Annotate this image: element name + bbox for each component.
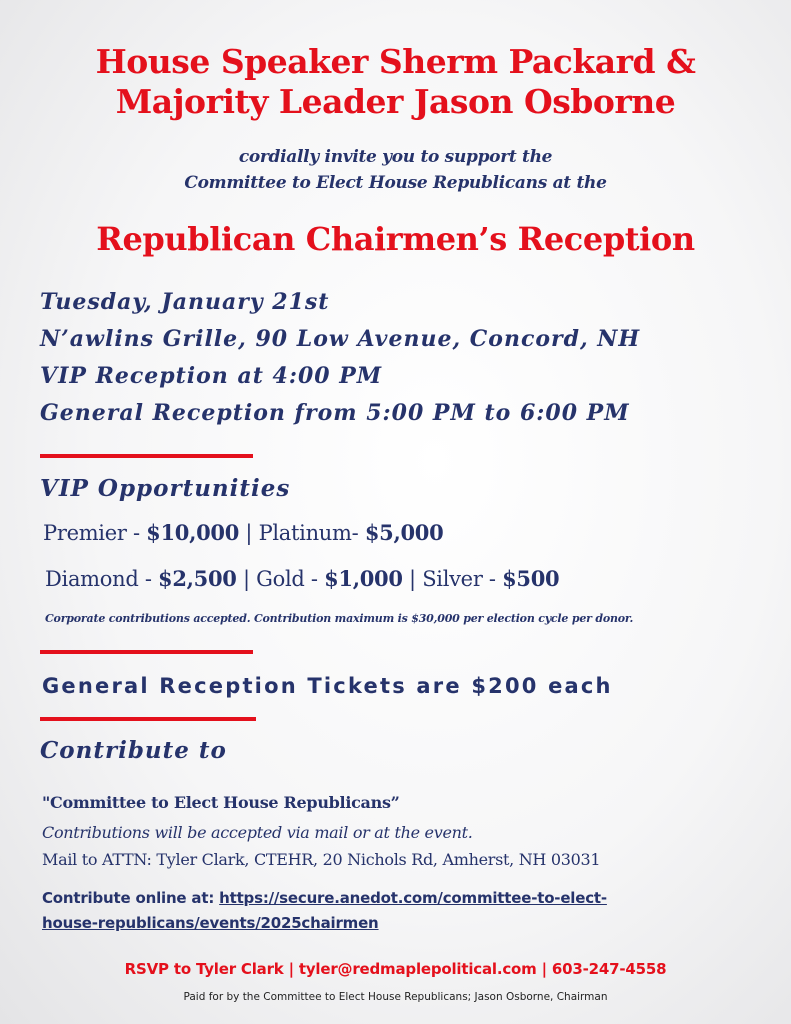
invite-line-2: Committee to Elect House Republicans at the: [184, 173, 607, 193]
platinum-amount: $5,000: [364, 520, 444, 545]
vip-heading: VIP Opportunities: [40, 475, 291, 502]
vip-row-2: [45, 566, 559, 591]
separator: |: [402, 567, 423, 591]
gold-label: Gold -: [256, 567, 325, 591]
donation-link[interactable]: https://secure.anedot.com/committee-to-elect-: [219, 889, 607, 907]
event-details: [40, 284, 640, 432]
event-date: Tuesday, January 21st: [40, 289, 330, 315]
headline-line-2: Majority Leader Jason Osborne: [115, 82, 676, 121]
divider-3: [40, 717, 256, 721]
online-label: Contribute online at:: [42, 889, 220, 907]
donation-link-continued[interactable]: house-republicans/events/2025chairmen: [42, 914, 379, 932]
vip-row-1: [43, 520, 443, 545]
gold-amount: $1,000: [324, 566, 403, 591]
premier-amount: $10,000: [146, 520, 240, 545]
contribution-note: Corporate contributions accepted. Contribution maximum is $30,000 per election cycle per donor.: [45, 612, 634, 625]
platinum-label: Platinum-: [258, 521, 365, 545]
contribute-heading: Contribute to: [40, 737, 227, 764]
premier-label: Premier -: [43, 521, 147, 545]
online-contribution: [42, 889, 607, 907]
silver-label: Silver -: [422, 567, 503, 591]
separator: |: [236, 567, 257, 591]
divider-1: [40, 454, 253, 458]
rsvp-line: RSVP to Tyler Clark | tyler@redmaplepolitical.com | 603-247-4558: [124, 960, 667, 978]
paid-for-disclaimer: Paid for by the Committee to Elect House Republicans; Jason Osborne, Chairman: [183, 991, 608, 1003]
silver-amount: $500: [502, 566, 560, 591]
divider-2: [40, 650, 253, 654]
general-reception-time: General Reception from 5:00 PM to 6:00 PM: [40, 400, 630, 426]
headline: [0, 42, 791, 122]
contribution-methods: Contributions will be accepted via mail or at the event.: [42, 823, 473, 842]
diamond-label: Diamond -: [45, 567, 159, 591]
separator: |: [239, 521, 259, 545]
committee-name: "Committee to Elect House Republicans”: [42, 793, 400, 812]
headline-line-1: House Speaker Sherm Packard &: [95, 42, 696, 81]
event-title: Republican Chairmen’s Reception: [96, 220, 695, 258]
invite-text: [0, 144, 791, 196]
vip-reception-time: VIP Reception at 4:00 PM: [40, 363, 383, 389]
online-contribution-line-2: [42, 914, 379, 932]
general-tickets: General Reception Tickets are $200 each: [42, 674, 613, 698]
mail-address: Mail to ATTN: Tyler Clark, CTEHR, 20 Nichols Rd, Amherst, NH 03031: [42, 850, 601, 869]
event-venue: N’awlins Grille, 90 Low Avenue, Concord, NH: [40, 326, 641, 352]
diamond-amount: $2,500: [158, 566, 237, 591]
invite-line-1: cordially invite you to support the: [238, 147, 553, 167]
